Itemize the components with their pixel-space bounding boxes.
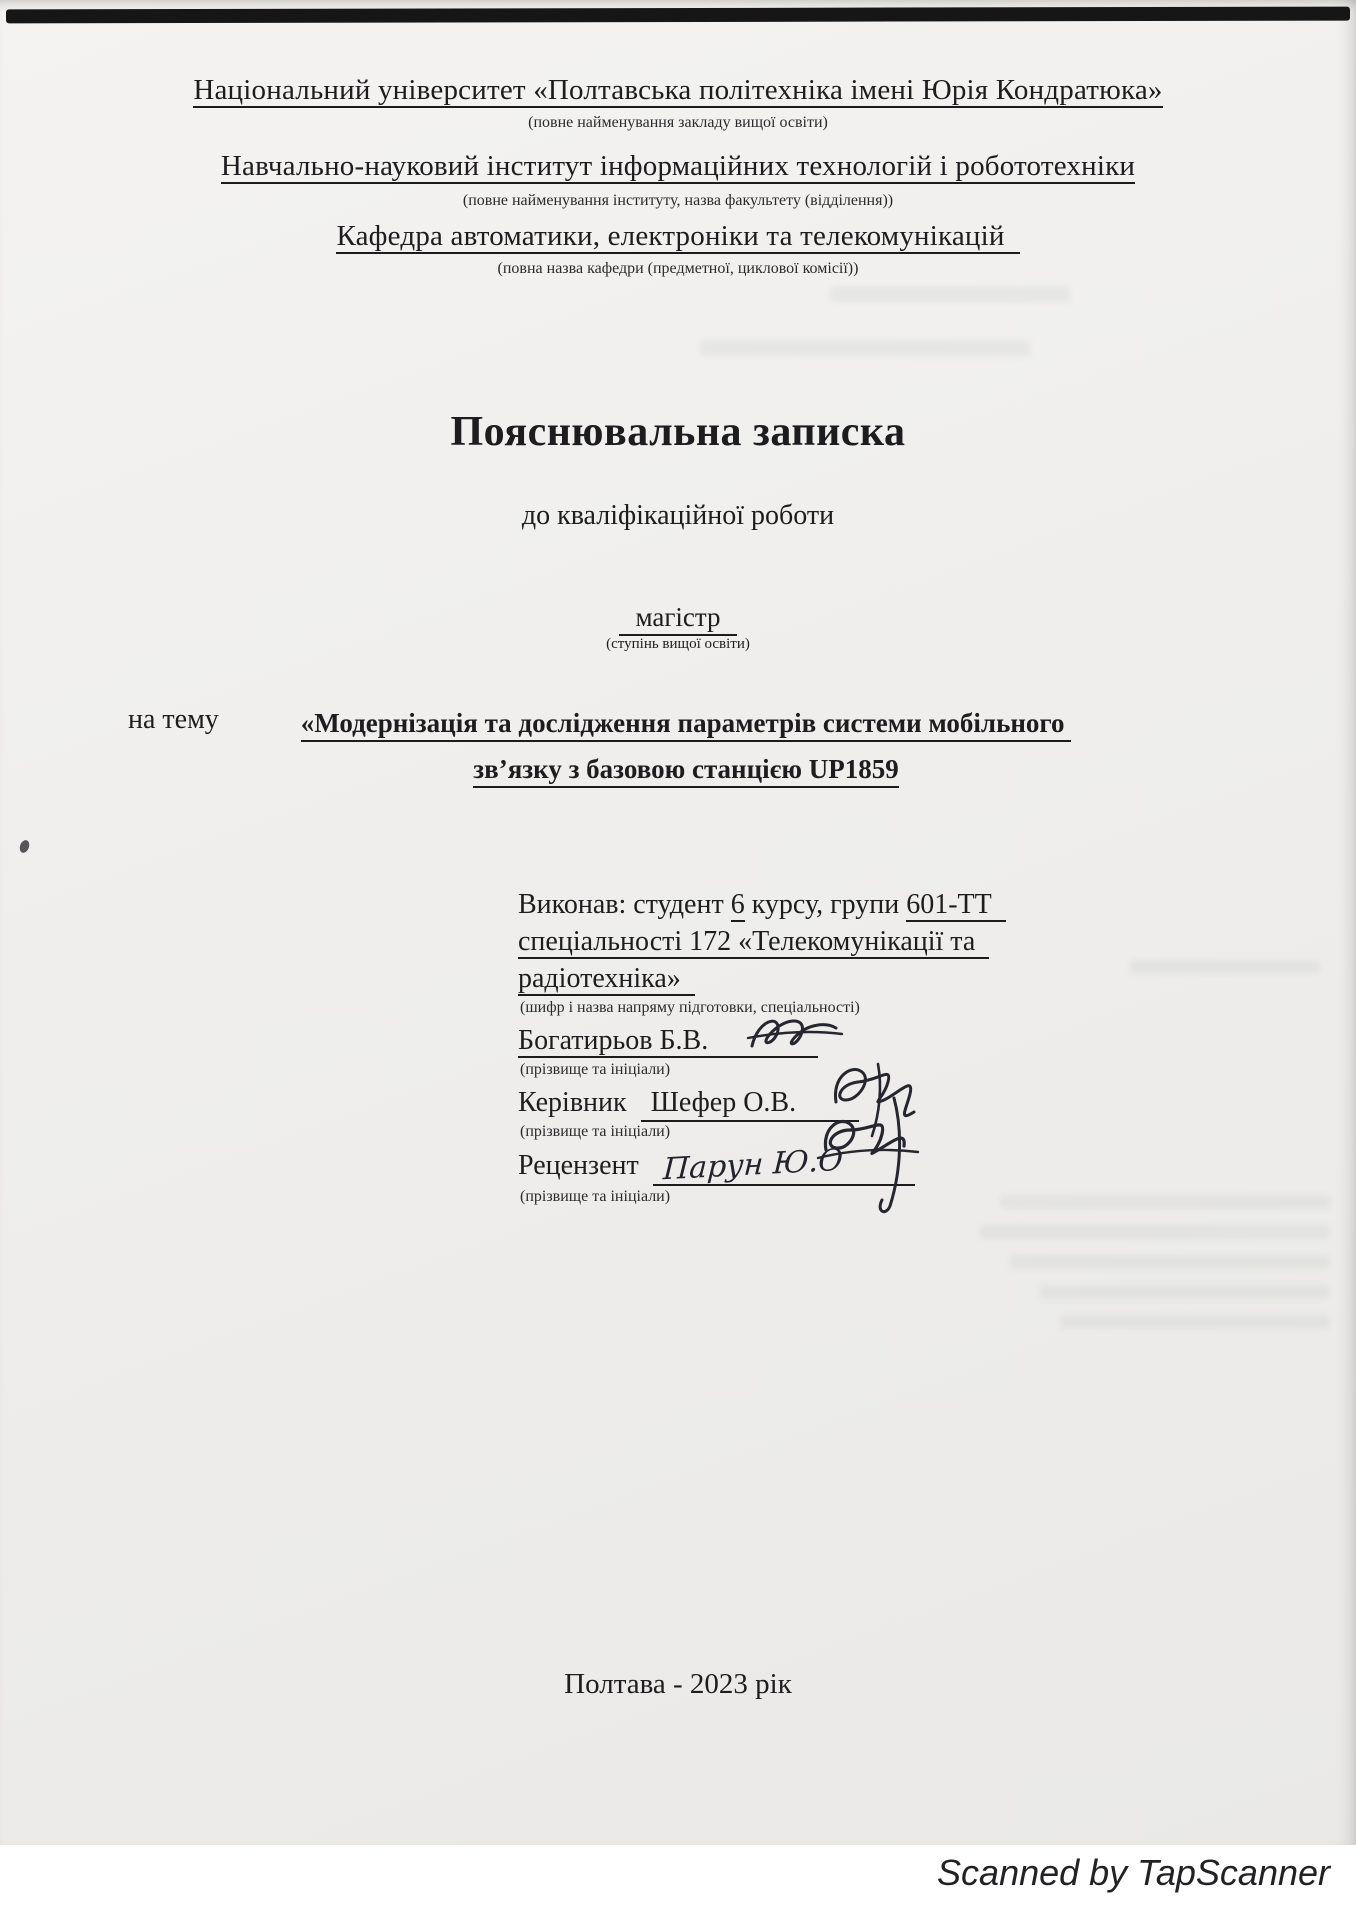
executor-mid: курсу, групи	[744, 889, 907, 920]
reviewer-name: Парун Ю.О	[661, 1142, 844, 1188]
topic-line1: «Модернізація та дослідження параметрів системи мобільного	[301, 708, 1072, 742]
degree-line	[0, 602, 1356, 633]
department-caption: (повна назва кафедри (предметної, циклової комісії))	[497, 260, 859, 277]
city-year: Полтава - 2023 рік	[564, 1668, 792, 1700]
student-row	[518, 1022, 1158, 1059]
executor-line1	[518, 886, 1158, 923]
course-number: 6	[730, 889, 745, 920]
reviewer-name-underline	[653, 1142, 915, 1188]
supervisor-name: Шефер О.В.	[641, 1087, 859, 1122]
reviewer-row	[518, 1142, 1158, 1188]
bleed-through-smudge	[830, 286, 1070, 302]
supervisor-row	[518, 1084, 1158, 1121]
specialty-text2: радіотехніка»	[518, 963, 695, 996]
specialty-caption: (шифр і назва напряму підготовки, спеціальності)	[520, 999, 860, 1016]
student-caption: (прізвище та ініціали)	[520, 1061, 671, 1078]
bleed-through-smudge	[700, 340, 1030, 356]
degree-text: магістр	[619, 602, 736, 636]
institute-name	[0, 150, 1356, 183]
institute-name-text: Навчально-науковий інститут інформаційних технологій і робототехніки	[220, 150, 1136, 182]
document-title: Пояснювальна записка	[450, 409, 906, 455]
executor-block	[518, 886, 1158, 1211]
reviewer-caption: (прізвище та ініціали)	[520, 1188, 671, 1205]
degree-caption: (ступінь вищої освіти)	[606, 636, 750, 652]
department-name	[0, 220, 1356, 253]
scanner-brand: Scanned by TapScanner	[937, 1852, 1330, 1893]
supervisor-label: Керівник	[518, 1087, 627, 1118]
department-name-text: Кафедра автоматики, електроніки та телекомунікацій	[336, 220, 1019, 254]
student-name: Богатирьов Б.В.	[518, 1025, 818, 1058]
topic-line2: зв’язку з базовою станцією UP1859	[473, 754, 898, 788]
specialty-line1	[518, 923, 1158, 960]
supervisor-caption: (прізвище та ініціали)	[520, 1123, 671, 1140]
specialty-line2	[518, 960, 1158, 997]
topic-label: на тему	[128, 704, 219, 735]
university-caption: (повне найменування закладу вищої освіти)	[528, 114, 828, 131]
university-name	[0, 74, 1356, 107]
institute-caption: (повне найменування інституту, назва факультету (відділення))	[462, 192, 894, 209]
bleed-through-smudge	[980, 1225, 1330, 1239]
executor-prefix: Виконав: студент	[518, 889, 731, 920]
scan-edge-artifact	[6, 7, 1350, 24]
document-subtitle: до кваліфікаційної роботи	[521, 500, 835, 531]
group-number: 601-ТТ	[906, 889, 1006, 922]
topic-text	[236, 700, 1136, 792]
reviewer-label: Рецензент	[518, 1150, 639, 1181]
specialty-text1: спеціальності 172 «Телекомунікації та	[518, 926, 989, 959]
university-name-text: Національний університет «Полтавська політехніка імені Юрія Кондратюка»	[193, 74, 1163, 106]
bleed-through-smudge	[1060, 1315, 1330, 1329]
bleed-through-smudge	[1130, 960, 1320, 974]
bleed-through-smudge	[1010, 1255, 1330, 1269]
bleed-through-smudge	[1040, 1285, 1330, 1299]
